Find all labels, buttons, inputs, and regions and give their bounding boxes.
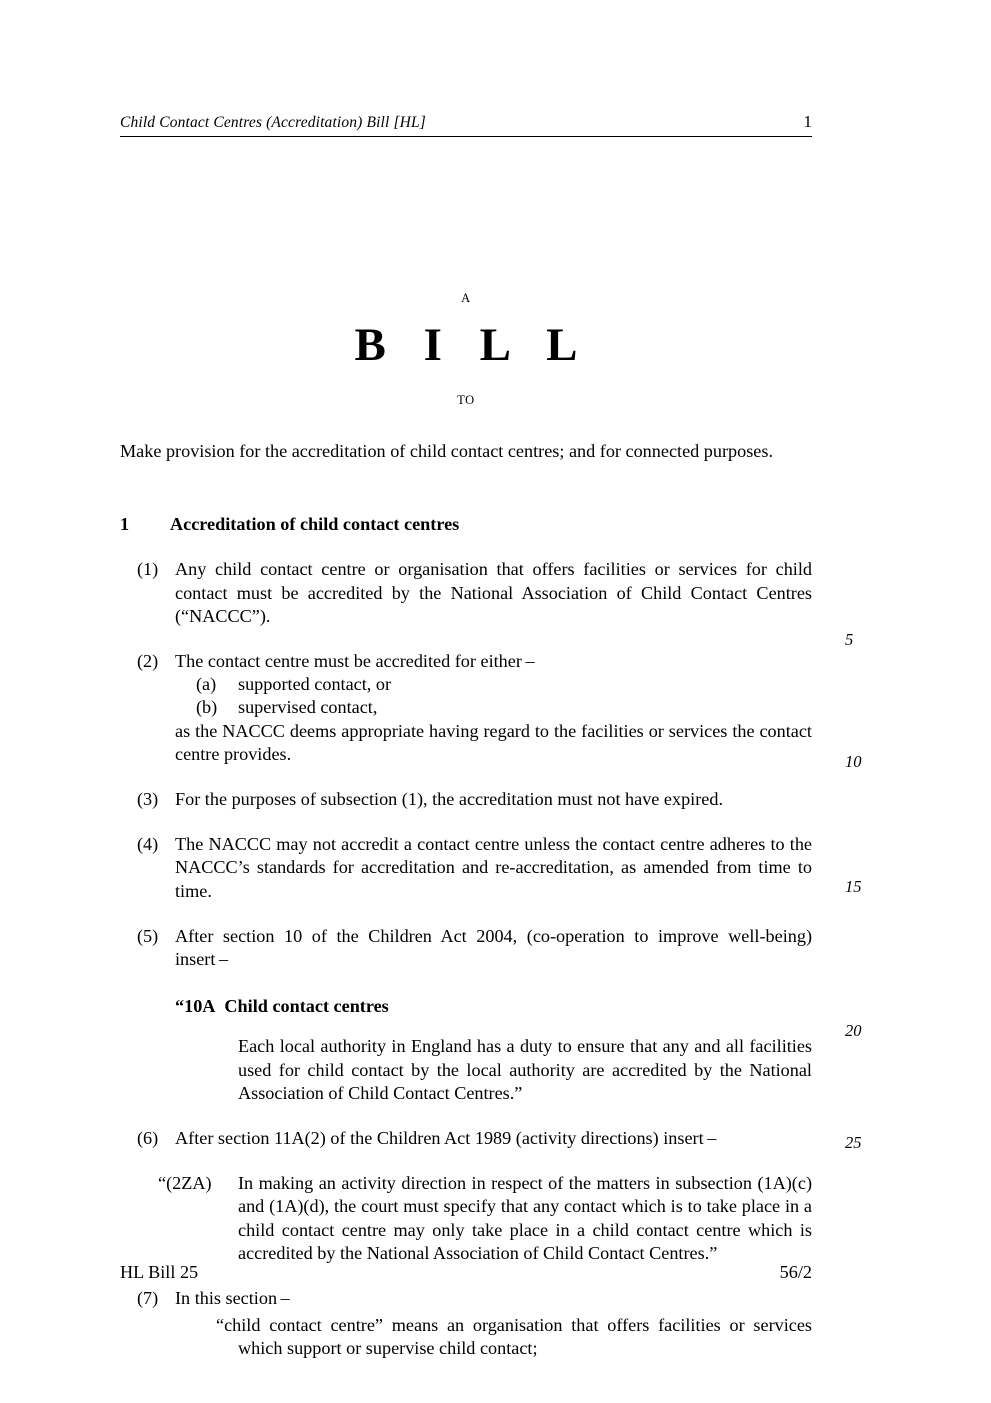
paragraph-b (175, 696, 812, 719)
subsection-1-number: (1) (137, 559, 159, 580)
title-bill-word: B I L L (354, 318, 591, 371)
subsection-6 (120, 1127, 812, 1150)
inserted-provision-title: Child contact centres (224, 996, 389, 1017)
paragraph-b-text: supervised contact, (238, 697, 378, 718)
quoted-subsection-2za (120, 1172, 812, 1265)
subsection-5-text: After section 10 of the Children Act 2004, (co-operation to improve well-being) insert – (175, 925, 812, 970)
subsection-2-paragraph-list (175, 673, 812, 719)
title-block (120, 292, 812, 408)
definition-child-contact-centre: “child contact centre” means an organisation that offers facilities or services which support or supervise child contact; (216, 1315, 812, 1359)
subsection-4 (120, 833, 812, 903)
subsection-4-text: The NACCC may not accredit a contact centre unless the contact centre adheres to the NACCC’s standards for accreditation and re-accreditation, as amended from time to time. (175, 834, 812, 901)
subsection-7-lead: In this section – (175, 1288, 290, 1309)
quoted-subsection-2za-number: “(2ZA) (158, 1173, 212, 1194)
bill-body (120, 440, 812, 1361)
subsection-2 (120, 650, 812, 766)
quoted-subsection-2za-text: In making an activity direction in respect of the matters in subsection (1A)(c) and (1A)(d), the court must specify that any contact which is to take place in a child contact centre may only take place in a child contact centre which is accredited by the National Association of Child Contact Centres.” (238, 1173, 812, 1263)
subsection-1 (120, 558, 812, 628)
subsection-6-text: After section 11A(2) of the Children Act 1989 (activity directions) insert – (175, 1128, 717, 1149)
subsection-4-number: (4) (137, 834, 159, 855)
page-header (120, 112, 812, 137)
header-page-number: 1 (803, 112, 812, 131)
subsection-3-text: For the purposes of subsection (1), the accreditation must not have expired. (175, 789, 724, 810)
inserted-provision-number: “10A (175, 996, 216, 1017)
line-number: 10 (845, 752, 862, 771)
paragraph-a-text: supported contact, or (238, 674, 392, 695)
title-to-word: TO (457, 393, 475, 408)
line-number: 20 (845, 1021, 862, 1040)
inserted-provision-text: Each local authority in England has a duty to ensure that any and all facilities used for child contact by the local authority are accredited by the National Association of Child Contact Centres.” (238, 1036, 812, 1103)
footer-document-reference: 56/2 (779, 1262, 812, 1282)
section-heading (120, 513, 812, 536)
subsection-5 (120, 925, 812, 971)
subsection-7-number: (7) (137, 1288, 159, 1309)
subsection-1-text: Any child contact centre or organisation that offers facilities or services for child contact must be accredited by the National Association of Child Contact Centres (“NACCC”). (175, 559, 812, 626)
paragraph-a-number: (a) (196, 674, 217, 695)
section-number: 1 (120, 514, 130, 535)
preamble-text: Make provision for the accreditation of child contact centres; and for connected purposes. (120, 441, 773, 461)
subsection-5-number: (5) (137, 925, 159, 946)
footer-bill-reference: HL Bill 25 (120, 1262, 199, 1282)
paragraph-a (175, 673, 812, 696)
subsection-2-tail: as the NACCC deems appropriate having regard to the facilities or services the contact centre provides. (175, 720, 812, 764)
subsection-3-number: (3) (137, 789, 159, 810)
line-number: 15 (845, 877, 862, 896)
page-footer (120, 1262, 812, 1283)
header-bill-title: Child Contact Centres (Accreditation) Bill [HL] (120, 114, 426, 131)
subsection-3 (120, 788, 812, 811)
section-title: Accreditation of child contact centres (170, 514, 460, 535)
line-number: 5 (845, 630, 854, 649)
paragraph-b-number: (b) (196, 697, 218, 718)
line-number: 25 (845, 1133, 862, 1152)
title-article: A (461, 291, 471, 305)
subsection-2-number: (2) (137, 651, 159, 672)
subsection-2-lead: The contact centre must be accredited for either – (175, 651, 535, 672)
inserted-provision-heading (175, 995, 812, 1018)
subsection-7 (120, 1287, 812, 1310)
subsection-6-number: (6) (137, 1128, 159, 1149)
subsection-2-content (175, 650, 812, 766)
